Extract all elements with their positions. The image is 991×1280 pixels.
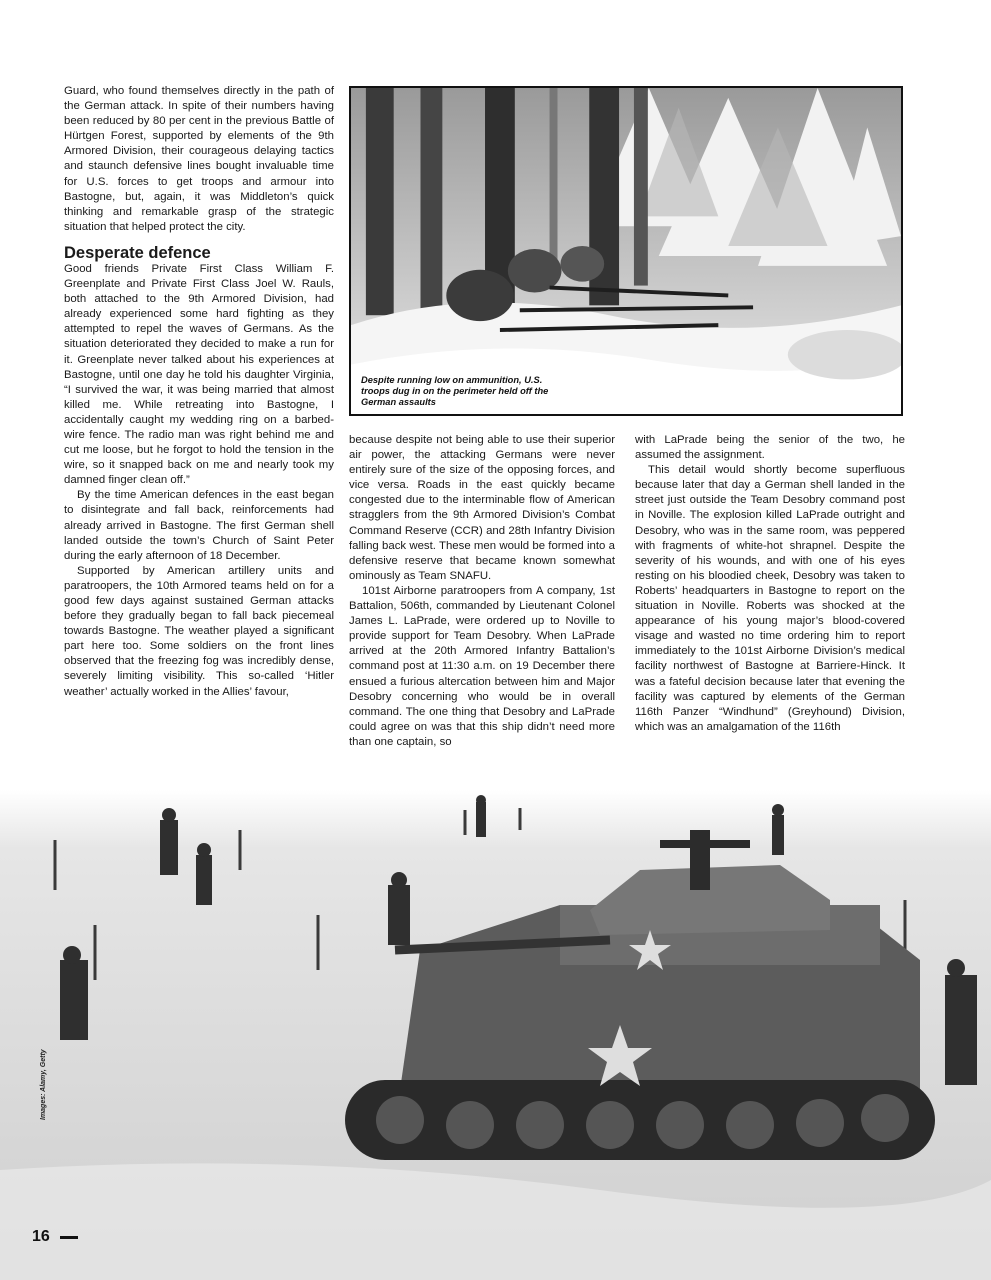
body-paragraph: Good friends Private First Class William F. Greenplate and Private First Class Joel W. Rauls, both attached to the 9th Armored Division, had already experienced some hard fighting as they attempted to repel the waves of Germans. As the situation deteriorated they decided to make a run for it. Greenplate never talked about his experiences at Bastogne, until one day he told his daughter Virginia, “I survived the war, it was being married that almost killed me. While retreating into Bastogne, I accidentally caught my wedding ring on a barbed-wire fence. The radio man was right behind me and cut me loose, but he forgot to hold the tension in the wire, so it snapped back on me and nearly took my damned finger clean off.”: [64, 262, 334, 487]
body-paragraph: Guard, who found themselves directly in the path of the German attack. In spite of their numbers having been reduced by 80 per cent in the previous Battle of Hürtgen Forest, supported by elements of the 9th Armored Division, their courageous delaying tactics and staunch defensive lines bought invaluable time for U.S. forces to get troops and armour into Bastogne, but, again, it was Middleton’s quick thinking and remarkable grasp of the strategic situation that helped protect the city.: [64, 85, 334, 233]
photo-illustration: [0, 790, 991, 1280]
image-credit: Images: Alamy, Getty: [40, 1049, 47, 1120]
article-column-1: [64, 84, 334, 700]
body-paragraph: 101st Airborne paratroopers from A company, 1st Battalion, 506th, commanded by Lieutenant Colonel James L. LaPrade, were ordered up to Noville to provide support for Team Desobry. When LaPrade arrived at the 20th Armored Infantry Battalion’s command post at 11:30 a.m. on 19 December there ensued a furious altercation between him and Major Desobry concerning who would be in overall command. The one thing that Desobry and LaPrade could agree on was that this ship didn’t need more than one captain, so: [349, 584, 615, 748]
body-paragraph: because despite not being able to use their superior air power, the attacking Germans were never entirely sure of the size of the opposing forces, and vice versa. Roads in the east quickly became congested due to the interminable flow of American stragglers from the 9th Armored Division’s Combat Command Reserve (CCR) and 28th Infantry Division falling back west. These men would be formed into a defensive reserve that became known somewhat ominously as Team SNAFU.: [349, 434, 615, 582]
body-paragraph: This detail would shortly become superfluous because later that day a German shell landed in the street just outside the Team Desobry command post in Noville. The explosion killed LaPrade outright and Desobry, who was in the same room, was peppered with fragments of white-hot shrapnel. Despite the severity of his wounds, and with one of his eyes resting on his bloodied cheek, Desobry was taken to Roberts’ headquarters in Bastogne to report on the situation in Noville. Roberts was shocked at the appearance of his young major’s blood-covered visage and wasted no time ordering him to report immediately to the 101st Airborne Division’s medical facility northwest of Bastogne at Barriere-Hinck. It was a fateful decision because later that evening the facility was captured by elements of the German 116th Panzer “Windhund” (Greyhound) Division, which was an amalgamation of the 116th: [635, 464, 905, 733]
photo-caption: Despite running low on ammunition, U.S. troops dug in on the perimeter held off the German assaults: [361, 375, 549, 407]
body-paragraph: By the time American defences in the east began to disintegrate and fall back, reinforcements had already arrived in Bastogne. The first German shell landed outside the town’s Church of Saint Peter during the early afternoon of 18 December.: [64, 489, 334, 562]
body-paragraph: Supported by American artillery units and paratroopers, the 10th Armored teams held on for a good few days against sustained German attacks before they gradually began to fall back piecemeal towards Bastogne. The weather played a significant part here too. Some soldiers on the front lines observed that the freezing fog was incredibly dense, severely limiting visibility. This so-called ‘Hitler weather’ actually worked in the Allies’ favour,: [64, 564, 334, 698]
photo-illustration: [351, 88, 901, 414]
page-number: 16: [32, 1228, 50, 1245]
article-column-3: [635, 433, 905, 735]
article-column-2: [349, 433, 615, 750]
body-paragraph: with LaPrade being the senior of the two, he assumed the assignment.: [635, 434, 905, 462]
soldiers-in-snow-photo: [349, 86, 903, 416]
tank-in-snow-photo: [0, 790, 991, 1280]
subheading: Desperate defence: [64, 243, 211, 262]
page-number-rule: [60, 1236, 78, 1239]
